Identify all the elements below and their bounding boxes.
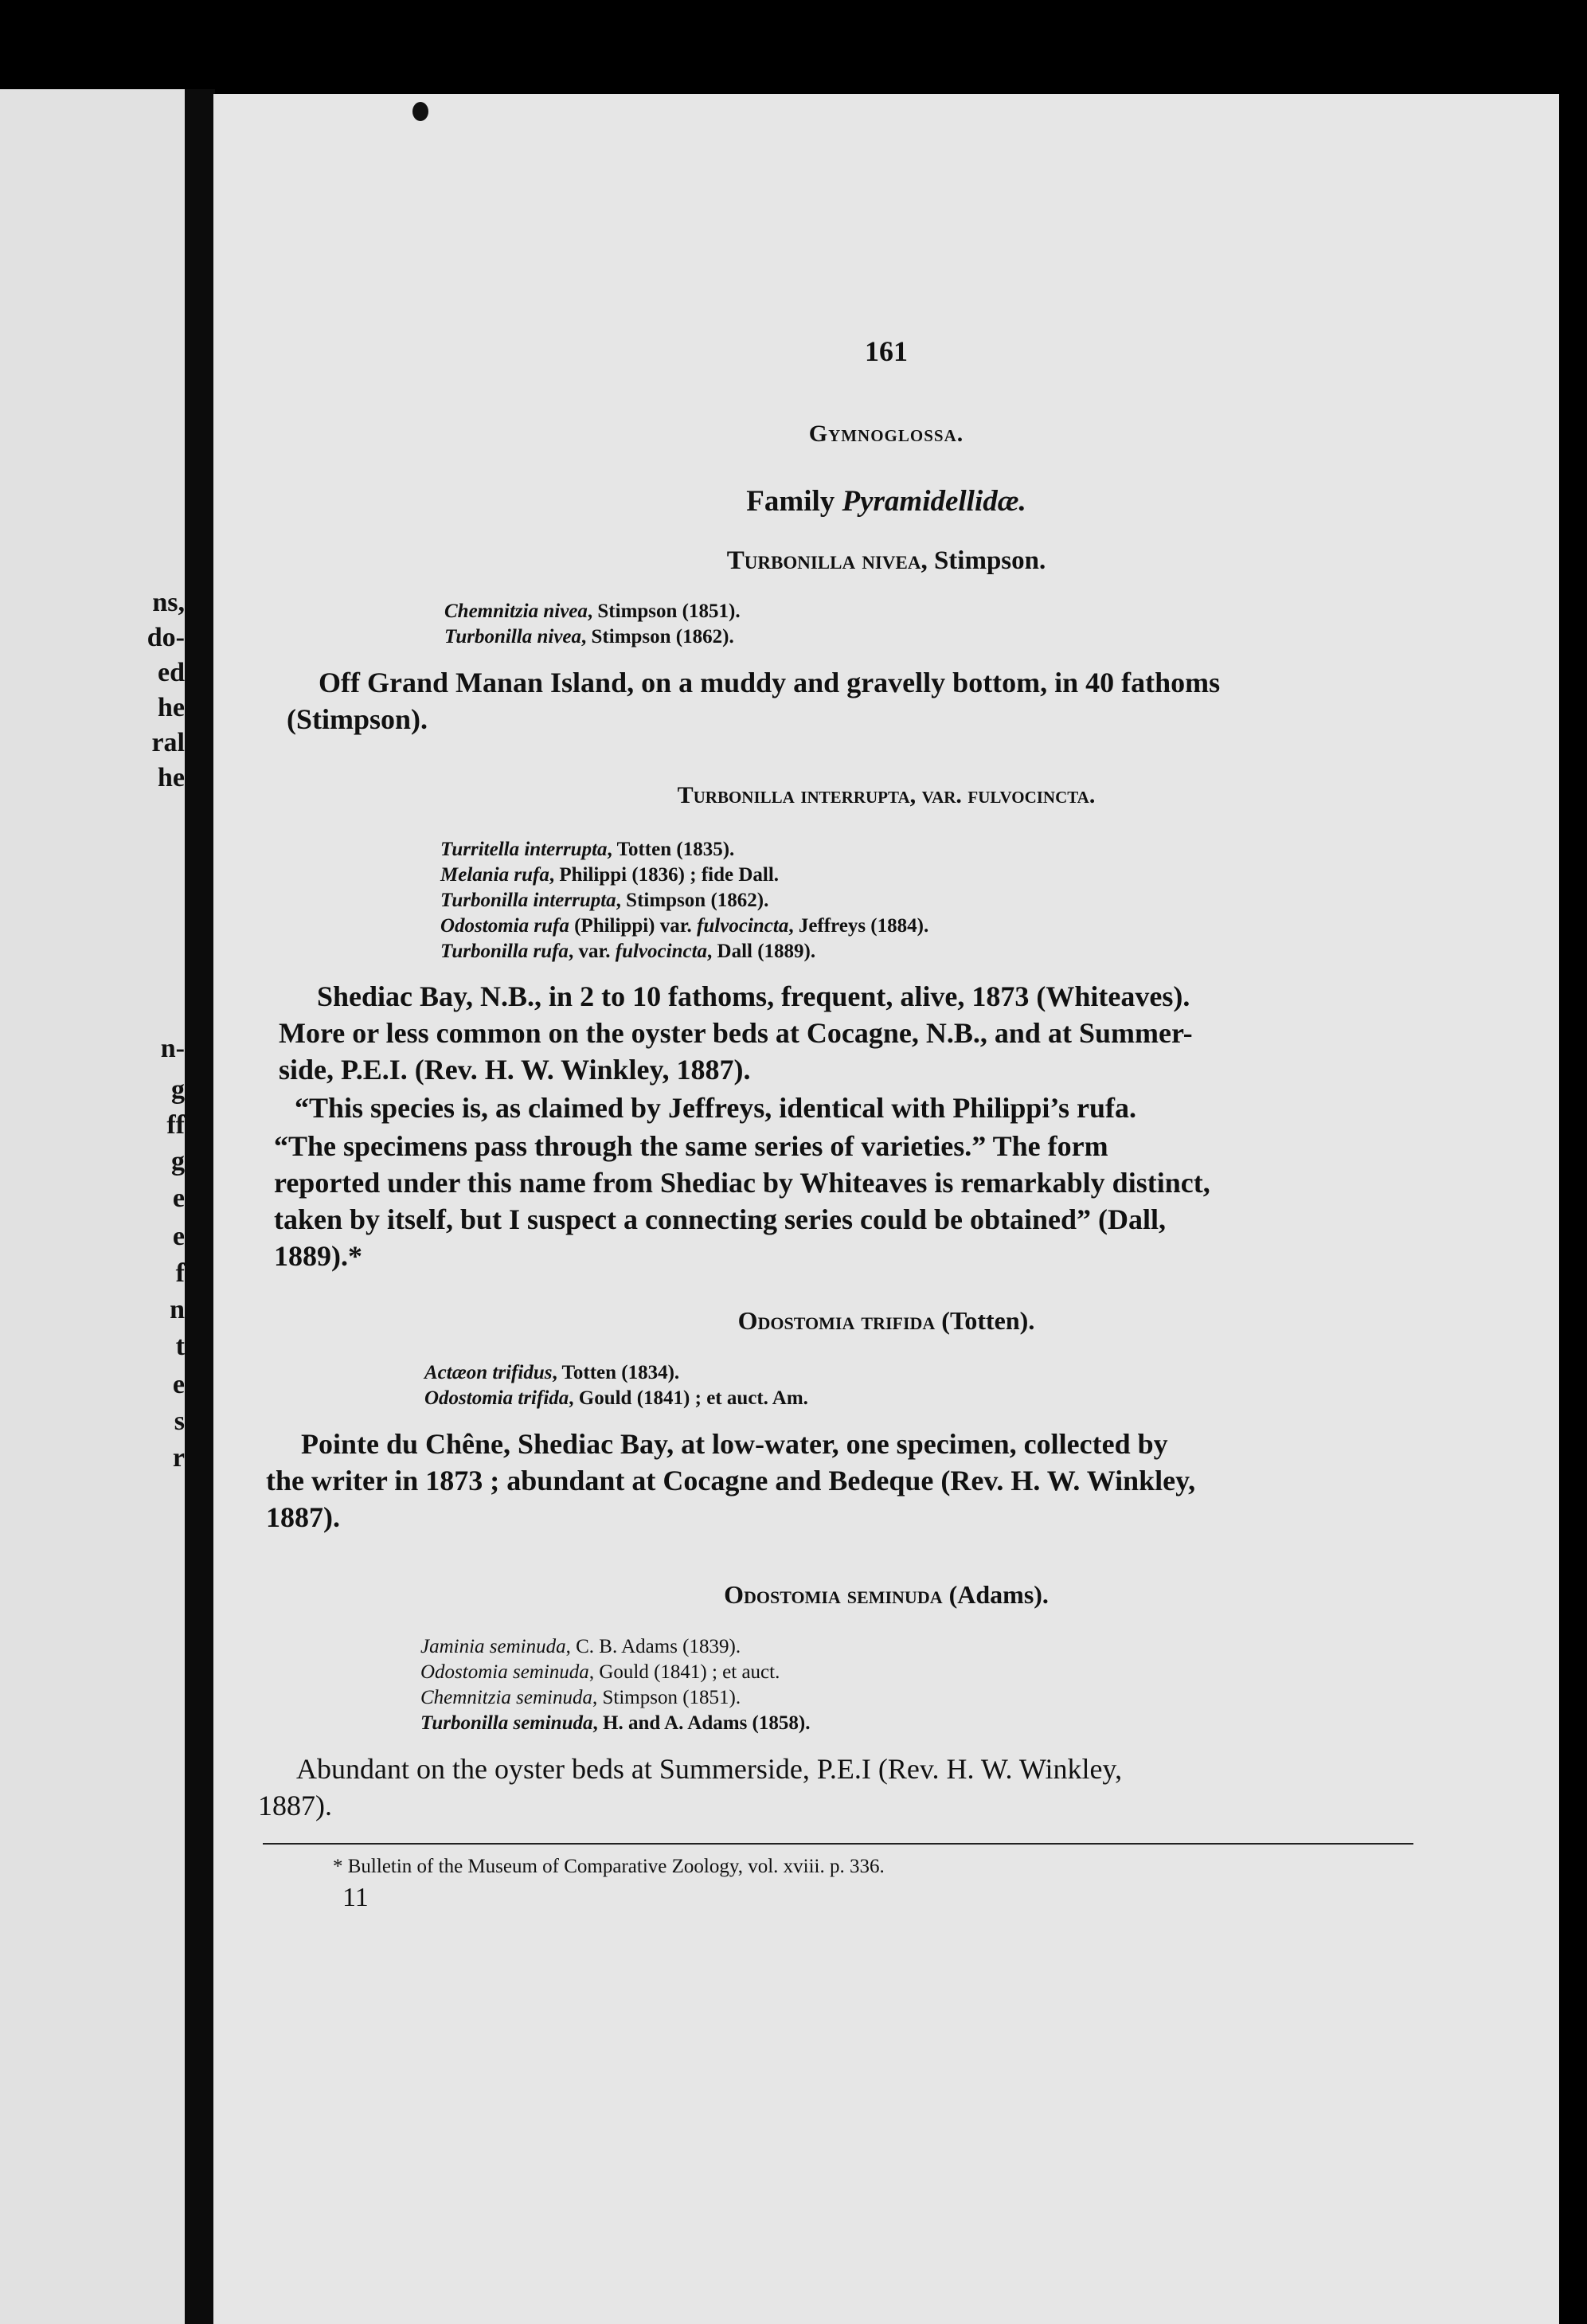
page-number: 161 <box>865 335 908 367</box>
synonym-line: Chemnitzia nivea, Stimpson (1851). <box>444 601 741 622</box>
margin-fragment: r <box>172 1443 185 1473</box>
body-line: 1887). <box>258 1790 332 1821</box>
book-gutter <box>185 89 215 2324</box>
species-name: Odostomia trifida <box>737 1306 936 1335</box>
margin-fragment: g <box>171 1075 185 1105</box>
margin-fragment: ff <box>166 1110 185 1140</box>
group-heading: Gymnoglossa. <box>808 421 964 447</box>
synonym-line: Turbonilla rufa, var. fulvocincta, Dall (1889). <box>440 941 816 962</box>
body-line: taken by itself, but I suspect a connecting series could be obtained” (Dall, <box>274 1203 1167 1235</box>
synonym-line: Odostomia rufa (Philippi) var. fulvocincta, Jeffreys (1884). <box>440 915 929 937</box>
species-heading <box>213 782 1559 809</box>
body-line: the writer in 1873 ; abundant at Cocagne and Bedeque (Rev. H. W. Winkley, <box>266 1465 1196 1497</box>
species-name: Turbonilla interrupta <box>677 782 910 808</box>
species-heading <box>213 1580 1559 1610</box>
synonym-line: Turbonilla interrupta, Stimpson (1862). <box>440 890 769 911</box>
synonym-line: Odostomia trifida, Gould (1841) ; et auct. Am. <box>424 1387 808 1409</box>
margin-fragment: e <box>172 1370 185 1399</box>
margin-fragment: s <box>174 1407 185 1436</box>
synonym-line: Turritella interrupta, Totten (1835). <box>440 839 735 860</box>
species-name: Odostomia seminuda <box>724 1580 943 1609</box>
left-page-fragment <box>0 89 191 2324</box>
body-line: (Stimpson). <box>287 703 428 735</box>
margin-fragment: he <box>158 693 185 722</box>
margin-fragment: n <box>170 1295 185 1324</box>
margin-fragment: g <box>171 1147 185 1176</box>
species-heading <box>213 1306 1559 1336</box>
body-line: Abundant on the oyster beds at Summerside, P.E.I (Rev. H. W. Winkley, <box>296 1753 1123 1785</box>
margin-fragment: f <box>175 1258 185 1288</box>
synonym-line: Jaminia seminuda, C. B. Adams (1839). <box>420 1636 741 1657</box>
body-line: More or less common on the oyster beds at Cocagne, N.B., and at Summer- <box>279 1017 1193 1049</box>
synonym-line: Actæon trifidus, Totten (1834). <box>424 1362 680 1383</box>
margin-fragment: do- <box>147 623 185 652</box>
hole-mark <box>412 102 428 121</box>
family-heading <box>213 484 1559 518</box>
synonym-line: Turbonilla nivea, Stimpson (1862). <box>444 626 734 648</box>
margin-fragment: e <box>172 1222 185 1251</box>
synonym-line: Melania rufa, Philippi (1836) ; fide Dall. <box>440 864 780 886</box>
body-line: reported under this name from Shediac by Whiteaves is remarkably distinct, <box>274 1167 1210 1199</box>
margin-fragment: n- <box>160 1034 185 1063</box>
species-authority: (Adams). <box>942 1580 1049 1609</box>
body-line: 1887). <box>266 1501 340 1533</box>
body-line: “The specimens pass through the same series of varieties.” The form <box>274 1130 1108 1162</box>
family-prefix: Family <box>746 485 835 518</box>
species-authority: (Totten). <box>935 1306 1035 1335</box>
margin-fragment: e <box>172 1184 185 1213</box>
footnote-rule <box>263 1843 1413 1845</box>
species-heading <box>213 546 1559 576</box>
margin-fragment: t <box>175 1332 185 1361</box>
footnote: * Bulletin of the Museum of Comparative Zoology, vol. xviii. p. 336. <box>333 1856 885 1877</box>
body-line: Shediac Bay, N.B., in 2 to 10 fathoms, frequent, alive, 1873 (Whiteaves). <box>317 980 1190 1012</box>
species-authority: , Stimpson. <box>921 546 1046 575</box>
margin-fragment: ns, <box>152 588 185 617</box>
synonym-line: Turbonilla seminuda, H. and A. Adams (1858). <box>420 1712 811 1734</box>
species-authority: , var. fulvocincta. <box>909 782 1096 808</box>
margin-fragment: ral <box>151 728 185 757</box>
body-line: 1889).* <box>274 1240 362 1272</box>
body-line: “This species is, as claimed by Jeffreys, identical with Philippi’s rufa. <box>295 1092 1137 1124</box>
synonym-line: Odostomia seminuda, Gould (1841) ; et auct. <box>420 1661 780 1683</box>
margin-fragment: ed <box>158 658 185 687</box>
body-line: Off Grand Manan Island, on a muddy and gravelly bottom, in 40 fathoms <box>319 667 1221 698</box>
body-line: Pointe du Chêne, Shediac Bay, at low-water, one specimen, collected by <box>301 1428 1168 1460</box>
species-name: Turbonilla nivea <box>726 546 921 575</box>
page <box>213 94 1559 2324</box>
body-line: side, P.E.I. (Rev. H. W. Winkley, 1887). <box>279 1054 751 1086</box>
signature-mark: 11 <box>342 1883 369 1912</box>
family-name: Pyramidellidæ. <box>842 485 1026 518</box>
synonym-line: Chemnitzia seminuda, Stimpson (1851). <box>420 1687 741 1708</box>
margin-fragment: he <box>158 763 185 792</box>
